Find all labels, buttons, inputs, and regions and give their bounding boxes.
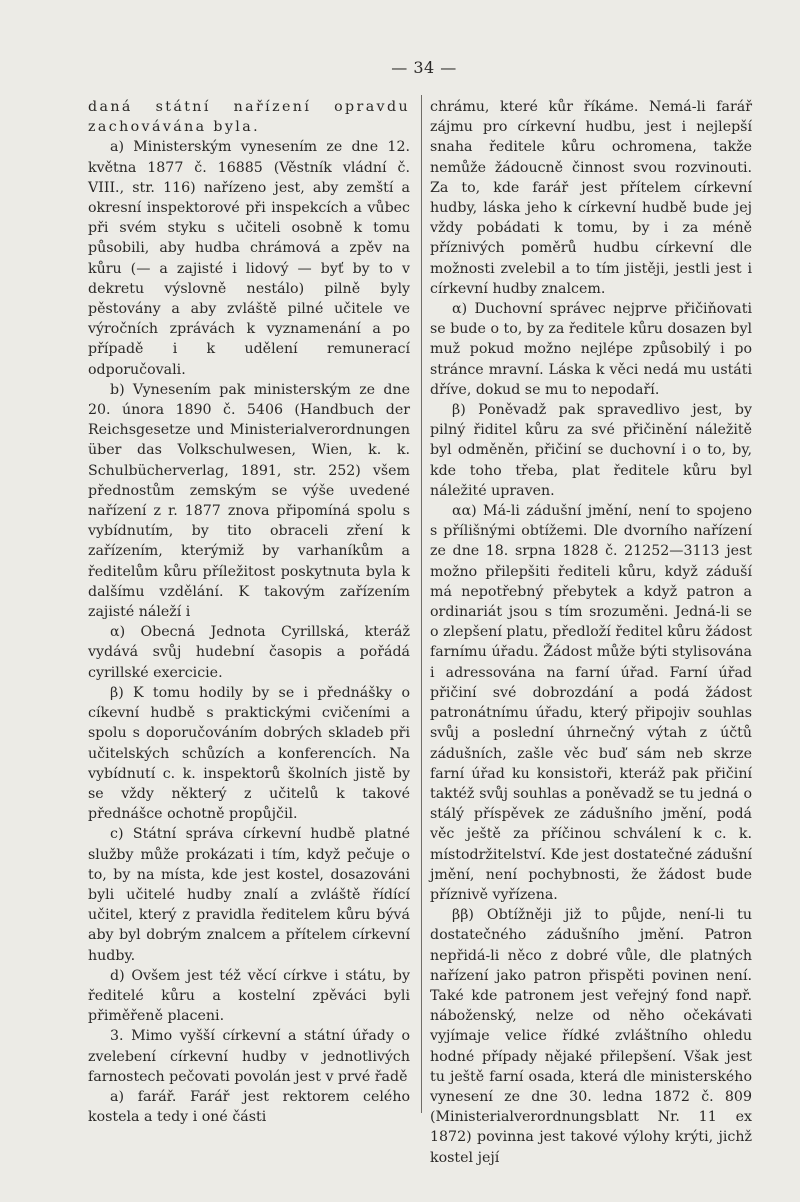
paragraph: α) Obecná Jednota Cyrillská, kteráž vydává svůj hudební časopis a pořádá cyrillské exercicie. (88, 624, 410, 681)
paragraph: β) K tomu hodily by se i přednášky o cíkevní hudbě s praktickými cvičeními a spolu s doporučováním dobrých skladeb při učitelských schůzích a konferencích. Na vybídnutí c. k. inspektorů školních jistě by se vždy některý z učitelů k takové přednášce ochotně propůjčil. (88, 684, 410, 823)
paragraph: d) Ovšem jest též věcí církve i státu, by ředitelé kůru a kostelní zpěváci byli přiměřeně placeni. (88, 967, 410, 1025)
paragraph: α) Duchovní správec nejprve přičiňovati se bude o to, by za ředitele kůru dosazen byl muž pokud možno nejlépe způsobilý i po stránce mravní. Láska k věci nedá mu ustáti dříve, dokud se mu to nepodaří. (430, 301, 752, 398)
paragraph: b) Vynesením pak ministerským ze dne 20. února 1890 č. 5406 (Handbuch der Reichsgesetze und Ministerialverordnungen über das Volkschulwesen, Wien, k. k. Schulbücherverlag, 1891, str. 252) všem přednostům zemským se výše uvedené nařízení z r. 1877 znova připomíná spolu s vybídnutím, by tito obraceli zření k zařízením, kterýmiž by varhaníkům a ředitelům kůru příležitost poskytnuta byla k dalšímu vzdělání. K takovým zařízením zajisté náleží i (88, 381, 410, 621)
page-number: — 34 — (391, 58, 457, 77)
paragraph: daná státní nařízení opravdu zachovávána byla. (88, 99, 410, 136)
paragraph: a) farář. Farář jest rektorem celého kostela a tedy i oné části (88, 1088, 410, 1126)
paragraph: a) Ministerským vynesením ze dne 12. května 1877 č. 16885 (Věstník vládní č. VIII., str. 116) nařízeno jest, aby zemští a okresní inspektorové při inspekcích a vůbec při svém styku s učiteli osobně k tomu působili, aby hudba chrámová a zpěv na kůru (— a zajisté i lidový — byť by to v dekretu výslovně nestálo) pilně byly pěstovány a aby zvláště pilné učitele ve výročních zprávách k vyznamenání a po případě i k udělení remunerací odporučovali. (88, 139, 410, 378)
paragraph: chrámu, které kůr říkáme. Nemá-li farář zájmu pro církevní hudbu, jest i nejlepší snaha ředitele kůru ochromena, takže nemůže žádoucně činnost svou rozvinouti. Za to, kde farář jest přítelem církevní hudby, láska jeho k církevní hudbě bude jej vždy pobádati k tomu, by i za méně příznivých poměrů hudbu církevní dle možnosti zvelebil a to tím jistěji, jestli jest i církevní hudby znalcem. (430, 99, 752, 297)
right-column (430, 97, 752, 1168)
paragraph: 3. Mimo vyšší církevní a státní úřady o zvelebení církevní hudby v jednotlivých farnostech pečovati povolán jest v prvé řadě (88, 1028, 410, 1085)
paragraph: ββ) Obtížněji již to půjde, není-li tu dostatečného zádušního jmění. Patron nepřidá-li něco z dobré vůle, dle platných nařízení jako patron přispěti povinen není. Také kde patronem jest veřejný fond např. náboženský, nelze od něho očekávati vyjímaje velice řídké zvláštního ohledu hodné případy nějaké přilepšení. Však jest tu ještě farní osada, která dle ministerského vynesení ze dne 30. ledna 1872 č. 809 (Ministerialverordnungsblatt Nr. 11 ex 1872) povinna jest takové výlohy krýti, jichž kostel její (430, 907, 752, 1166)
paragraph: c) Státní správa církevní hudbě platné služby může prokázati i tím, když pečuje o to, by na místa, kde jest kostel, dosazováni byli učitelé hudby znalí a zvláště řídící učitel, který z pravidla ředitelem kůru bývá aby byl dobrým znalcem a přítelem církevní hudby. (88, 826, 410, 964)
left-column (88, 97, 410, 1127)
paragraph: αα) Má-li zádušní jmění, není to spojeno s přílišnými obtížemi. Dle dvorního nařízení ze dne 18. srpna 1828 č. 21252—3113 jest možno přilepšiti řediteli kůru, když záduší má nepotřebný přebytek a když patron a ordinariát jsou s tím srozuměni. Jedná-li se o zlepšení platu, předloží ředitel kůru žádost farnímu úřadu. Žádost může býti stylisována i adressována na farní úřad. Farní úřad přičiní své dobrozdání a podá žádost patronátnímu úřadu, který připojiv souhlas svůj a poslední úhrnečný výtah z účtů zádušních, zašle věc buď sám neb skrze farní úřad ku konsistoři, kteráž pak přičiní taktéž svůj souhlas a poněvadž se tu jedná o stálý příspěvek ze zádušního jmění, podá věc ještě za příčinou schválení k c. k. místodržitelství. Kde jest dostatečné zádušní jmění, není pochybnosti, že žádost bude příznivě vyřízena. (430, 503, 752, 903)
paragraph: β) Poněvadž pak spravedlivo jest, by pilný řiditel kůru za své přičinění náležitě byl odměněn, přičiní se duchovní i o to, by, kde toho třeba, plat ředitele kůru byl náležité upraven. (430, 402, 752, 499)
column-divider (421, 95, 422, 1113)
